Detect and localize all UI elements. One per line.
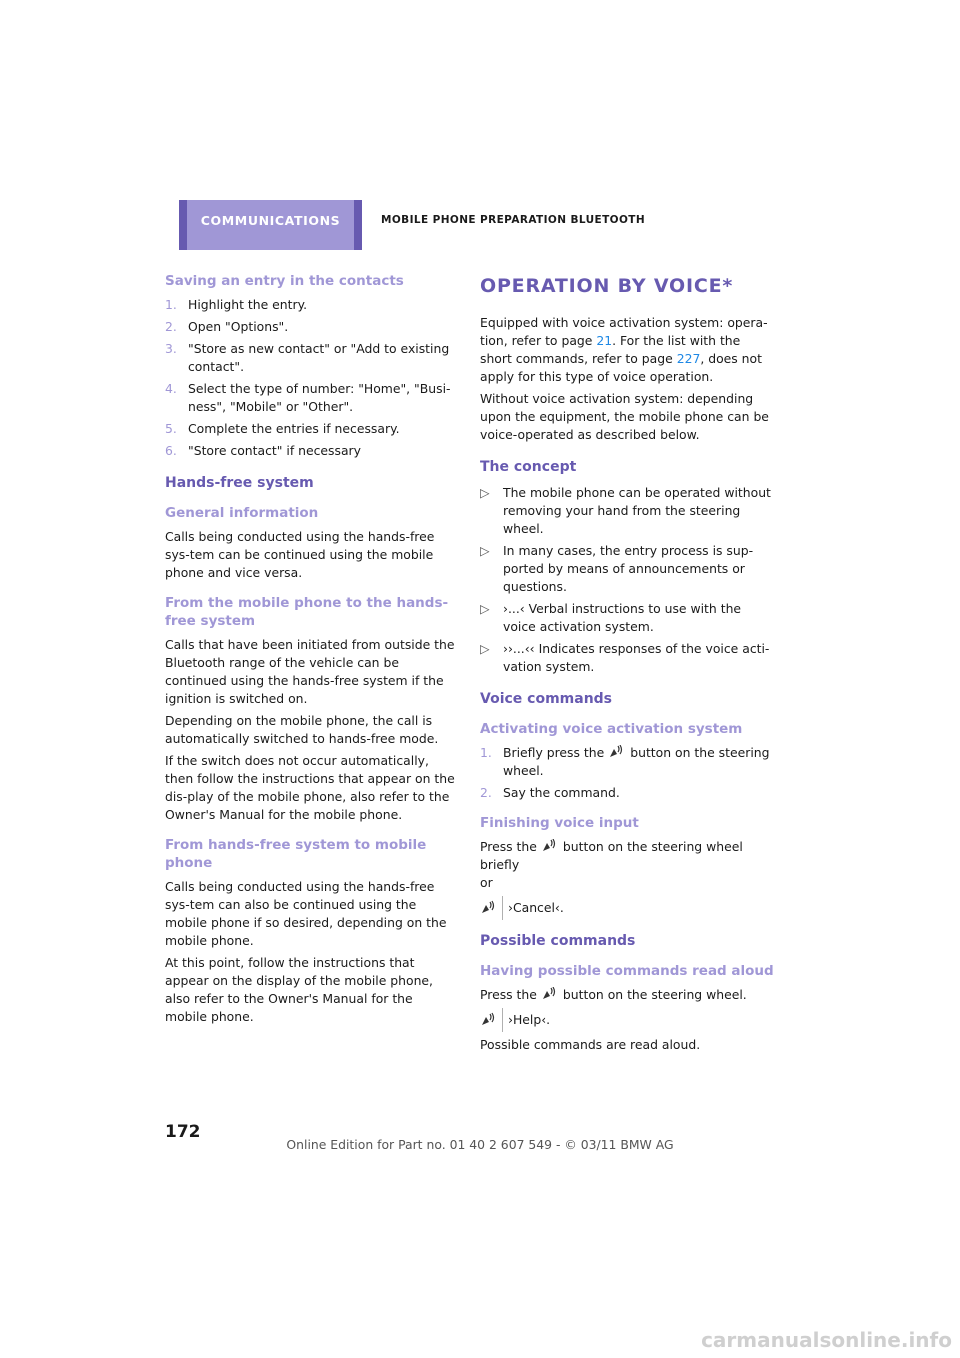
voice-button-icon: [480, 1010, 498, 1028]
bullet-arrow-icon: ▷: [480, 601, 490, 616]
list-item: 5. Complete the entries if necessary.: [165, 421, 400, 436]
page-link-227[interactable]: 227: [676, 351, 701, 366]
list-item: 1. Briefly press the button on the steering wheel.: [480, 745, 770, 778]
intro-paragraph: Equipped with voice activation system: opera-tion, refer to page 21. For the list with the short commands, refer to page 227, does not apply for this type of voice operation.: [480, 315, 768, 384]
bullet-arrow-icon: ▷: [480, 543, 490, 558]
paragraph: Without voice activation system: depending upon the equipment, the mobile phone can be voice-operated as described below.: [480, 391, 769, 442]
page-number: 172: [165, 1122, 201, 1142]
edition-footer: Online Edition for Part no. 01 40 2 607 549 - © 03/11 BMW AG: [286, 1137, 674, 1152]
voice-button-icon: [480, 898, 498, 916]
list-item: ▷ The mobile phone can be operated without removing your hand from the steering wheel.: [480, 485, 771, 536]
paragraph: Possible commands are read aloud.: [480, 1037, 701, 1052]
help-command: ›Help‹.: [480, 1010, 775, 1030]
readaloud-paragraph: Press the button on the steering wheel.: [480, 987, 747, 1002]
concept-heading: The concept: [480, 459, 577, 475]
chapter-tab-label: COMMUNICATIONS: [200, 213, 341, 228]
list-item: 2. Open "Options".: [165, 319, 289, 334]
possible-commands-heading: Possible commands: [480, 933, 636, 949]
to-mobile-heading: From hands-free system to mobile phone: [165, 837, 427, 871]
list-item: ▷ ›...‹ Verbal instructions to use with the voice activation system.: [480, 601, 742, 634]
to-handsfree-heading: From the mobile phone to the hands-free system: [165, 595, 449, 629]
list-item: 1. Highlight the entry.: [165, 297, 308, 312]
section-heading: OPERATION BY VOICE*: [480, 275, 734, 297]
activating-heading: Activating voice activation system: [480, 721, 743, 737]
concept-list: [480, 484, 775, 676]
saving-steps: [165, 296, 457, 460]
paragraph: If the switch does not occur automatically, then follow the instructions that appear on the dis-play of the mobile phone, also refer to the Owner's Manual for the mobile phone.: [165, 753, 455, 822]
list-item: 4. Select the type of number: "Home", "Busi-ness", "Mobile" or "Other".: [165, 381, 451, 414]
voice-button-icon: [541, 839, 559, 853]
readaloud-heading: Having possible commands read aloud: [480, 963, 774, 979]
voice-button-icon: [608, 745, 626, 759]
activating-steps: [480, 744, 775, 802]
paragraph: Depending on the mobile phone, the call is automatically switched to hands-free mode.: [165, 713, 439, 746]
paragraph: At this point, follow the instructions that appear on the display of the mobile phone, also refer to the Owner's Manual for the mobile phone.: [165, 955, 433, 1024]
divider: [502, 896, 503, 920]
page-link-21[interactable]: 21: [596, 333, 613, 348]
right-column: [480, 270, 775, 1058]
left-column: [165, 270, 457, 1030]
cancel-command: ›Cancel‹.: [480, 898, 775, 918]
list-item: ▷ ››...‹‹ Indicates responses of the voice acti-vation system.: [480, 641, 770, 674]
chapter-tab: [179, 200, 362, 250]
bullet-arrow-icon: ▷: [480, 641, 490, 656]
finishing-paragraph: Press the button on the steering wheel briefly or: [480, 839, 743, 890]
paragraph: Calls being conducted using the hands-free sys-tem can also be continued using the mobile phone if so desired, depending on the mobile phone.: [165, 879, 447, 948]
chapter-title: MOBILE PHONE PREPARATION BLUETOOTH: [381, 214, 646, 226]
finishing-heading: Finishing voice input: [480, 815, 639, 831]
handsfree-heading: Hands-free system: [165, 475, 314, 491]
bullet-arrow-icon: ▷: [480, 485, 490, 500]
divider: [502, 1008, 503, 1032]
watermark: carmanualsonline.info: [701, 1328, 952, 1352]
voice-commands-heading: Voice commands: [480, 691, 613, 707]
general-heading: General information: [165, 505, 319, 521]
list-item: 2. Say the command.: [480, 785, 620, 800]
voice-button-icon: [541, 987, 559, 1001]
list-item: ▷ In many cases, the entry process is sup-ported by means of announcements or questions.: [480, 543, 754, 594]
list-item: 6. "Store contact" if necessary: [165, 443, 361, 458]
paragraph: Calls that have been initiated from outside the Bluetooth range of the vehicle can be continued using the hands-free system if the ignition is switched on.: [165, 637, 455, 706]
list-item: 3. "Store as new contact" or "Add to existing contact".: [165, 341, 450, 374]
general-text: Calls being conducted using the hands-free sys-tem can be continued using the mobile phone and vice versa.: [165, 529, 435, 580]
saving-heading: Saving an entry in the contacts: [165, 273, 404, 289]
